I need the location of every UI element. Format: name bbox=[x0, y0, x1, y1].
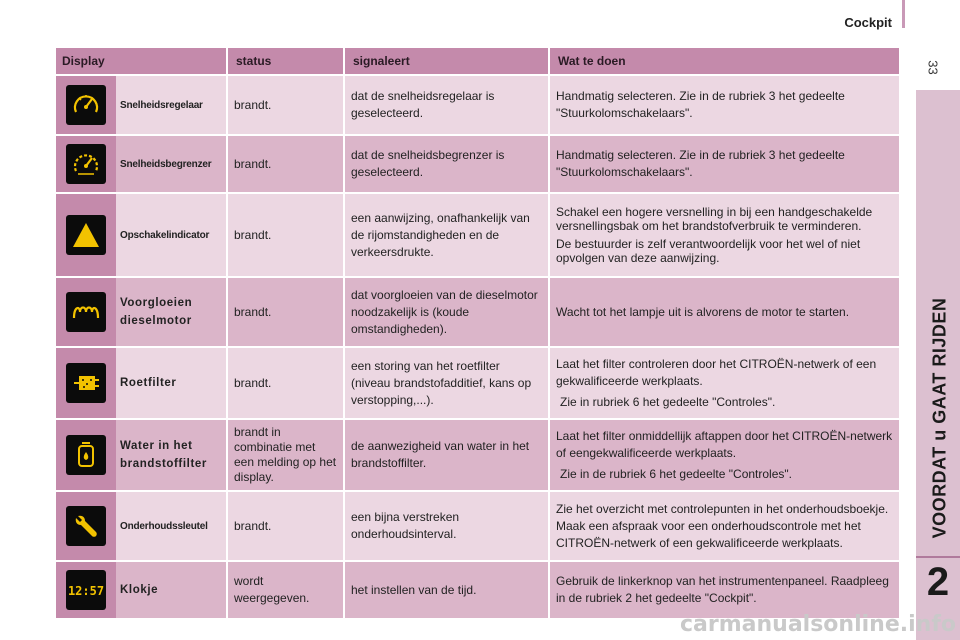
indicator-table bbox=[56, 46, 901, 620]
particle-filter-icon bbox=[66, 363, 106, 403]
column-header-signal: signaleert bbox=[345, 48, 550, 74]
column-header-status: status bbox=[228, 48, 345, 74]
indicator-action: Gebruik de linkerknop van het instrumentenpaneel. Raadpleeg in de rubriek 2 het gedeelte "Cockpit". bbox=[550, 562, 901, 618]
table-row bbox=[56, 278, 901, 346]
glow-plug-icon bbox=[66, 292, 106, 332]
indicator-signal: een bijna verstreken onderhoudsinterval. bbox=[345, 492, 550, 560]
indicator-name: Snelheidsregelaar bbox=[116, 76, 228, 134]
indicator-signal: dat de snelheidsbegrenzer is geselecteerd. bbox=[345, 136, 550, 192]
indicator-status: brandt in combinatie met een melding op het display. bbox=[228, 420, 345, 490]
indicator-action: Schakel een hogere versnelling in bij een handgeschakelde versnellingsbak om het brandstofverbruik te verminderen. De bestuurder is zelf verantwoordelijk voor het wel of niet opvolgen van deze aanwijzing. bbox=[550, 194, 901, 276]
indicator-action: Zie het overzicht met controlepunten in het onderhoudsboekje. Maak een afspraak voor een onderhoudscontrole met het CITROËN-netwerk of een gekwalificeerde werkplaats. bbox=[550, 492, 901, 560]
table-row bbox=[56, 194, 901, 276]
page-section-title: Cockpit bbox=[844, 15, 892, 30]
indicator-name: Opschakelindicator bbox=[116, 194, 228, 276]
indicator-signal: dat voorgloeien van de dieselmotor noodzakelijk is (koude omstandigheden). bbox=[345, 278, 550, 346]
column-header-display: Display bbox=[56, 48, 228, 74]
water-in-fuel-icon bbox=[66, 435, 106, 475]
indicator-status: brandt. bbox=[228, 348, 345, 418]
table-row bbox=[56, 420, 901, 490]
column-header-action: Wat te doen bbox=[550, 48, 901, 74]
chapter-title: VOORDAT u GAAT RIJDEN bbox=[929, 297, 950, 539]
indicator-name: Voorgloeien dieselmotor bbox=[116, 278, 228, 346]
indicator-status: wordt weergegeven. bbox=[228, 562, 345, 618]
indicator-signal: dat de snelheidsregelaar is geselecteerd. bbox=[345, 76, 550, 134]
speedometer-limiter-icon bbox=[66, 144, 106, 184]
indicator-signal: een aanwijzing, onafhankelijk van de rijomstandigheden en de verkeersdrukte. bbox=[345, 194, 550, 276]
clock-display-icon bbox=[66, 570, 106, 610]
table-row bbox=[56, 76, 901, 134]
indicator-name: Snelheidsbegrenzer bbox=[116, 136, 228, 192]
indicator-status: brandt. bbox=[228, 194, 345, 276]
warning-triangle-icon bbox=[66, 215, 106, 255]
watermark: carmanualsonline.info bbox=[680, 612, 956, 637]
table-row bbox=[56, 562, 901, 618]
page-number: 33 bbox=[925, 60, 941, 75]
chapter-number: 2 bbox=[926, 560, 950, 604]
indicator-signal: het instellen van de tijd. bbox=[345, 562, 550, 618]
indicator-signal: een storing van het roetfilter (niveau brandstofadditief, kans op verstopping,...). bbox=[345, 348, 550, 418]
speedometer-regulator-icon bbox=[66, 85, 106, 125]
indicator-status: brandt. bbox=[228, 278, 345, 346]
table-row bbox=[56, 136, 901, 192]
indicator-action: Wacht tot het lampje uit is alvorens de motor te starten. bbox=[550, 278, 901, 346]
table-row bbox=[56, 348, 901, 418]
header-accent-bar bbox=[902, 0, 905, 28]
indicator-name: Roetfilter bbox=[116, 348, 228, 418]
indicator-status: brandt. bbox=[228, 76, 345, 134]
clock-icon-digits: 12:57 bbox=[67, 584, 105, 598]
table-header-row bbox=[56, 48, 901, 74]
indicator-signal: de aanwezigheid van water in het brandstoffilter. bbox=[345, 420, 550, 490]
table-row bbox=[56, 492, 901, 560]
chapter-divider bbox=[916, 556, 960, 558]
indicator-action: Handmatig selecteren. Zie in de rubriek 3 het gedeelte "Stuurkolomschakelaars". bbox=[550, 76, 901, 134]
indicator-action: Handmatig selecteren. Zie in de rubriek 3 het gedeelte "Stuurkolomschakelaars". bbox=[550, 136, 901, 192]
indicator-action: Laat het filter onmiddellijk aftappen door het CITROËN-netwerk of eengekwalificeerde werkplaats. Zie in de rubriek 6 het gedeelte "Controles". bbox=[550, 420, 901, 490]
indicator-name: Onderhoudssleutel bbox=[116, 492, 228, 560]
indicator-action: Laat het filter controleren door het CITROËN-netwerk of een gekwalificeerde werkplaats. Zie in rubriek 6 het gedeelte "Controles". bbox=[550, 348, 901, 418]
wrench-icon bbox=[66, 506, 106, 546]
indicator-name: Water in het brandstoffilter bbox=[116, 420, 228, 490]
indicator-status: brandt. bbox=[228, 136, 345, 192]
indicator-name: Klokje bbox=[116, 562, 228, 618]
indicator-status: brandt. bbox=[228, 492, 345, 560]
